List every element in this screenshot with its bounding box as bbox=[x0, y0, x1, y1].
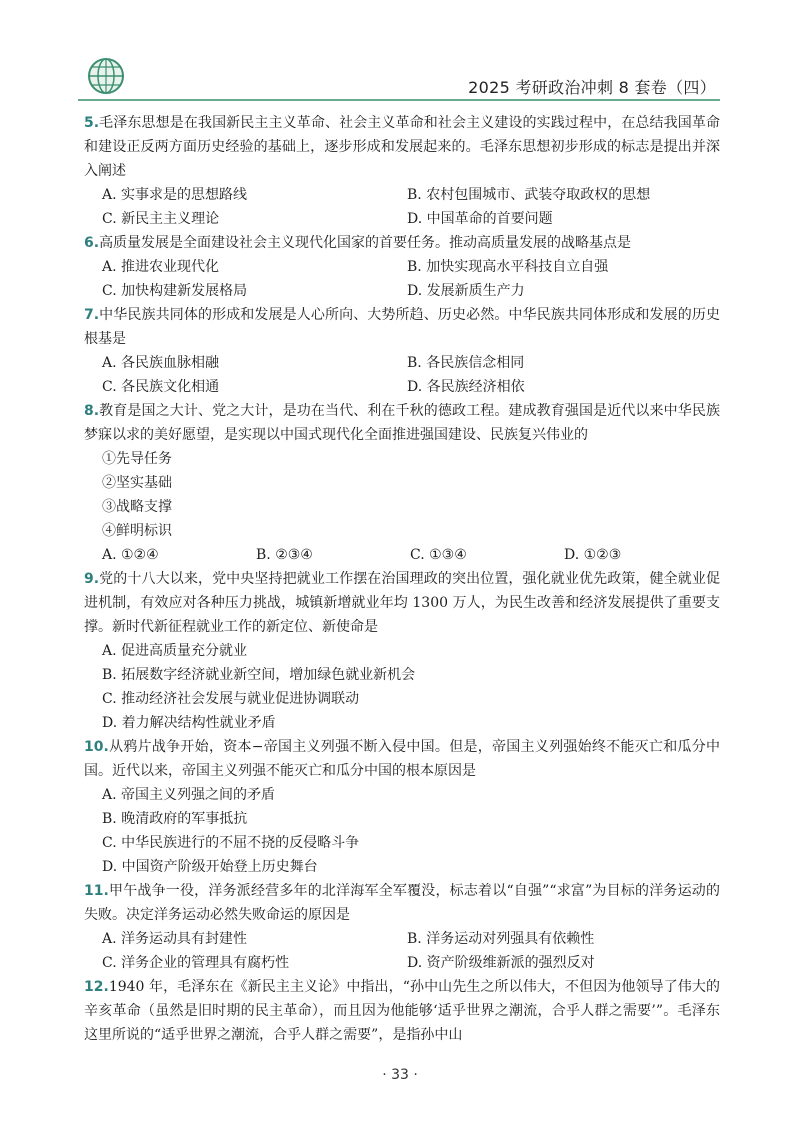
statement-2: ②坚实基础 bbox=[102, 475, 172, 491]
options bbox=[84, 351, 720, 399]
question-number: 5. bbox=[84, 115, 100, 131]
statement-4: ④鲜明标识 bbox=[102, 523, 172, 539]
question-text: 毛泽东思想是在我国新民主主义革命、社会主义革命和社会主义建设的实践过程中，在总结我国革命和建设正反两方面历史经验的基础上，逐步形成和发展起来的。毛泽东思想初步形成的标志是提出并深入阐述 bbox=[84, 115, 720, 179]
option-d[interactable]: D. ①②③ bbox=[564, 547, 622, 563]
options bbox=[84, 183, 720, 231]
option-a[interactable]: A. 推进农业现代化 bbox=[102, 259, 220, 275]
option-b[interactable]: B. 拓展数字经济就业新空间，增加绿色就业新机会 bbox=[102, 667, 416, 683]
question-number: 11. bbox=[84, 883, 109, 899]
question-stem bbox=[84, 735, 720, 783]
header-title: 2025 考研政治冲刺 8 套卷（四） bbox=[468, 78, 716, 97]
question-text: 高质量发展是全面建设社会主义现代化国家的首要任务。推动高质量发展的战略基点是 bbox=[99, 235, 632, 251]
question-stem bbox=[84, 567, 720, 639]
question-stem bbox=[84, 399, 720, 447]
question-6 bbox=[84, 231, 720, 303]
option-a[interactable]: A. 帝国主义列强之间的矛盾 bbox=[102, 787, 276, 803]
option-a[interactable]: A. ①②④ bbox=[102, 547, 159, 563]
question-stem bbox=[84, 975, 720, 1047]
question-11 bbox=[84, 879, 720, 975]
option-b[interactable]: B. 加快实现高水平科技自立自强 bbox=[407, 259, 609, 275]
option-a[interactable]: A. 各民族血脉相融 bbox=[102, 355, 220, 371]
question-8 bbox=[84, 399, 720, 567]
option-c[interactable]: C. 新民主主义理论 bbox=[102, 211, 220, 227]
question-list bbox=[84, 111, 720, 1047]
statement-3: ③战略支撑 bbox=[102, 499, 172, 515]
option-b[interactable]: B. 洋务运动对列强具有依赖性 bbox=[407, 931, 595, 947]
question-text: 教育是国之大计、党之大计，是功在当代、利在千秋的德政工程。建成教育强国是近代以来中华民族梦寐以求的美好愿望，是实现以中国式现代化全面推进强国建设、民族复兴伟业的 bbox=[84, 403, 720, 443]
globe-icon bbox=[86, 56, 126, 96]
option-d[interactable]: D. 各民族经济相依 bbox=[407, 379, 525, 395]
question-stem bbox=[84, 231, 720, 255]
question-7 bbox=[84, 303, 720, 399]
statement-1: ①先导任务 bbox=[102, 451, 172, 467]
question-number: 6. bbox=[84, 235, 100, 251]
page-number: · 33 · bbox=[382, 1067, 418, 1083]
option-a[interactable]: A. 实事求是的思想路线 bbox=[102, 187, 248, 203]
options bbox=[84, 255, 720, 303]
option-c[interactable]: C. ①③④ bbox=[410, 547, 467, 563]
question-text: 中华民族共同体的形成和发展是人心所向、大势所趋、历史必然。中华民族共同体形成和发展的历史根基是 bbox=[84, 307, 720, 347]
option-b[interactable]: B. ②③④ bbox=[256, 547, 313, 563]
question-stem bbox=[84, 879, 720, 927]
option-a[interactable]: A. 洋务运动具有封建性 bbox=[102, 931, 248, 947]
question-text: 从鸦片战争开始，资本−帝国主义列强不断入侵中国。但是，帝国主义列强始终不能灭亡和瓜分中国。近代以来，帝国主义列强不能灭亡和瓜分中国的根本原因是 bbox=[84, 739, 720, 779]
question-number: 7. bbox=[84, 307, 100, 323]
option-c[interactable]: C. 洋务企业的管理具有腐朽性 bbox=[102, 955, 290, 971]
option-d[interactable]: D. 资产阶级维新派的强烈反对 bbox=[407, 955, 595, 971]
question-stem bbox=[84, 303, 720, 351]
header-rule bbox=[78, 99, 720, 101]
option-b[interactable]: B. 各民族信念相同 bbox=[407, 355, 525, 371]
option-b[interactable]: B. 农村包围城市、武装夺取政权的思想 bbox=[407, 187, 651, 203]
question-text: 1940 年，毛泽东在《新民主主义论》中指出，“孙中山先生之所以伟大，不但因为他领导了伟大的辛亥革命（虽然是旧时期的民主革命），而且因为他能够‘适乎世界之潮流，合乎人群之需要’”。毛泽东这里所说的“适乎世界之潮流，合乎人群之需要”，是指孙中山 bbox=[84, 979, 720, 1043]
option-c[interactable]: C. 推动经济社会发展与就业促进协调联动 bbox=[102, 691, 360, 707]
options bbox=[84, 927, 720, 975]
option-c[interactable]: C. 中华民族进行的不屈不挠的反侵略斗争 bbox=[102, 835, 360, 851]
question-12 bbox=[84, 975, 720, 1047]
page-header bbox=[78, 56, 720, 106]
question-number: 9. bbox=[84, 571, 100, 587]
option-b[interactable]: B. 晚清政府的军事抵抗 bbox=[102, 811, 248, 827]
question-5 bbox=[84, 111, 720, 231]
option-d[interactable]: D. 发展新质生产力 bbox=[407, 283, 525, 299]
question-9 bbox=[84, 567, 720, 735]
option-c[interactable]: C. 加快构建新发展格局 bbox=[102, 283, 248, 299]
question-number: 8. bbox=[84, 403, 100, 419]
option-d[interactable]: D. 中国革命的首要问题 bbox=[407, 211, 553, 227]
question-text: 党的十八大以来，党中央坚持把就业工作摆在治国理政的突出位置，强化就业优先政策，健全就业促进机制，有效应对各种压力挑战，城镇新增就业年均 1300 万人，为民生改善和经济发展提供了重要支撑。新时代新征程就业工作的新定位、新使命是 bbox=[84, 571, 720, 635]
option-d[interactable]: D. 着力解决结构性就业矛盾 bbox=[102, 715, 276, 731]
options bbox=[84, 783, 720, 879]
option-c[interactable]: C. 各民族文化相通 bbox=[102, 379, 220, 395]
question-text: 甲午战争一役，洋务派经营多年的北洋海军全军覆没，标志着以“自强”“求富”为目标的洋务运动的失败。决定洋务运动必然失败命运的原因是 bbox=[84, 883, 720, 923]
option-a[interactable]: A. 促进高质量充分就业 bbox=[102, 643, 248, 659]
question-number: 10. bbox=[84, 739, 109, 755]
option-d[interactable]: D. 中国资产阶级开始登上历史舞台 bbox=[102, 859, 318, 875]
options bbox=[84, 543, 720, 567]
question-number: 12. bbox=[84, 979, 109, 995]
question-stem bbox=[84, 111, 720, 183]
options bbox=[84, 639, 720, 735]
question-10 bbox=[84, 735, 720, 879]
